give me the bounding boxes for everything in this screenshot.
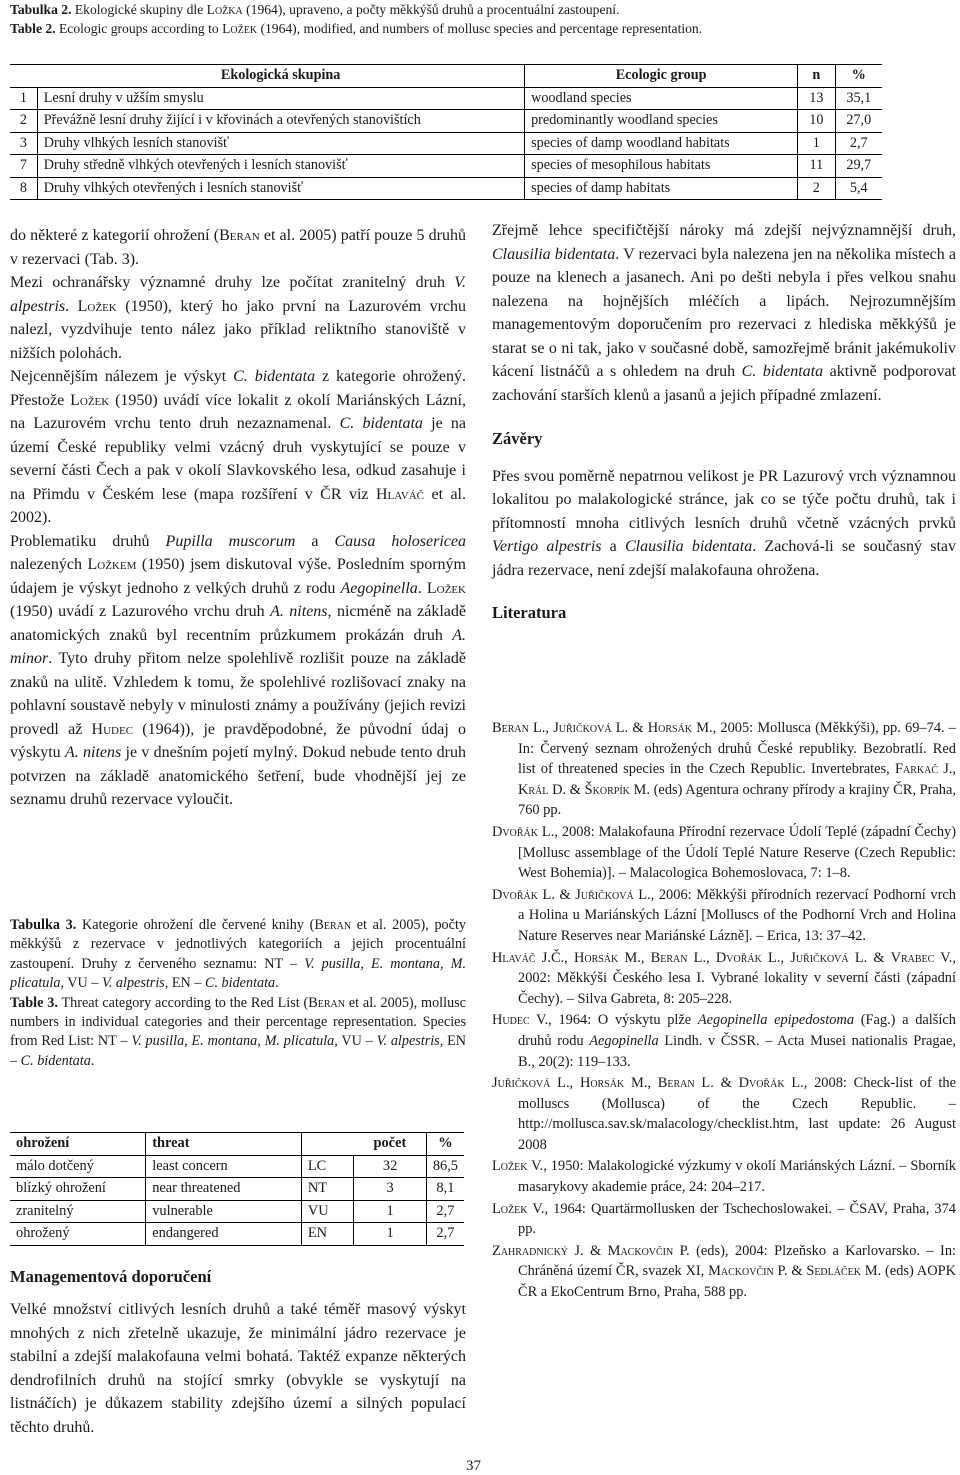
literature-list [492,718,956,1304]
table2-header-pct: % [835,65,882,88]
paragraph: do některé z kategorií ohrožení (Beran et al. 2005) patří pouze 5 druhů v rezervaci (Tab. 3). [10,227,466,268]
table2 [10,64,882,200]
table-row: 3 Druhy vlhkých lesních stanovišť species of damp woodland habitats 1 2,7 [10,132,882,155]
reference: Dvořák L., 2008: Malakofauna Přírodní rezervace Údolí Teplé (západní Čechy) [Mollusc assemblage of the Údolí Teplé Nature Reserve (Czech Republic: West Bohemia)]. – Malacologica Bohemoslovaca, 7: 1–8. [492,823,956,882]
table-row: ohrožený endangered EN 1 2,7 [10,1223,464,1246]
reference: Dvořák L. & Juřičková L., 2006: Měkkýši přírodních rezervací Podhorní vrch a Holina u Mariánských Lázní [Molluscs of the Podhorní Vrch and Holina Nature Reserves near Mariánské Lázně]. – Erica, 13: 37–42. [492,886,956,944]
table3-caption-cz: Tabulka 3. Kategorie ohrožení dle červené knihy (Beran et al. 2005), počty měkkýšů z rezervace v jednotlivých kategoriích a jejich procentuální zastoupení. Druhy z červeného seznamu: NT – V. pusilla, E. montana, M. plicatula, VU – V. alpestris, EN – C. bidentata. [10,917,466,992]
right-column [492,219,956,625]
table-row: 7 Druhy středně vlhkých otevřených i lesních stanovišť species of mesophilous habitats 11 29,7 [10,155,882,178]
reference: Zahradnický J. & Mackovčin P. (eds), 2004: Plzeňsko a Karlovarsko. – In: Chráněná území ČR, svazek XI, Mackovčin P. & Sedláček M. (eds) AOPK ČR a EkoCentrum Brno, Praha, 588 pp. [492,1242,957,1301]
table2-caption-cz: Tabulka 2. Ekologické skupiny dle Ložka (1964), upraveno, a počty měkkýšů druhů a procentuální zastoupení. [10,2,620,17]
table-row: zranitelný vulnerable VU 1 2,7 [10,1200,464,1223]
paragraph: Zřejmě lehce specifičtější nároky má zdejší nejvýznamnější druh, Clausilia bidentata. V rezervaci byla nalezena jen na několika místech a pouze na klenech a jasanech. Ani po dešti nebyla i přes velkou snahu nalezena na hojnějších mléčích a lipách. Nejrozumnějším managementovým doporučením pro rezervaci z hlediska měkkýšů je starat se o ni tak, jako v současné době, samozřejmě bránit jakémukoliv kácení listnáčů a s ohledem na druh C. bidentata aktivně podporovat zachování starších klenů a jasanů a jejich případné zmlazení. [492,222,957,404]
management-paragraph: Velké množství citlivých lesních druhů a také téměř masový výskyt mnohých z nich zřetelně ukazuje, že minimální jádro rezervace je stabilní a zdejší malakofauna velmi bohatá. Taktéž expanze některých dendrofilních druhů na stojící smrky (obvykle se vyskytují na listnáčích) je důkazem stability zdejšího území a silných populací těchto druhů. [10,1301,466,1436]
reference: Ložek V., 1950: Malakologické výzkumy v okolí Mariánských Lázní. – Sborník masarykovy akademie práce, 24: 204–217. [492,1158,956,1196]
table2-header-en: Ecologic group [525,65,798,88]
table2-caption-en: Table 2. Ecologic groups according to Ložek (1964), modified, and numbers of mollusc species and percentage representation. [10,21,703,36]
table-row: blízký ohrožení near threatened NT 3 8,1 [10,1178,464,1201]
reference: Juřičková L., Horsák M., Beran L. & Dvořák L., 2008: Check-list of the molluscs (Mollusca) of the Czech Republic. – http://mollusca.sav.sk/malacology/checklist.htm, last update: 26 August 2008 [492,1075,956,1153]
table3 [10,1132,464,1246]
table-row: 8 Druhy vlhkých otevřených i lesních stanovišť species of damp habitats 2 5,4 [10,177,882,200]
table2-caption [10,0,950,38]
table-row: 2 Převážně lesní druhy žijící i v křovinách a otevřených stanovištích predominantly woodland species 10 27,0 [10,110,882,133]
paragraph: Mezi ochranářsky významné druhy lze počítat zranitelný druh V. alpestris. Ložek (1950), který ho jako první na Lazurovém vrchu nalezl, vyzdvihuje tento nález jako příklad reliktního stanoviště v nižších polohách. [10,274,466,362]
paragraph: Přes svou poměrně nepatrnou velikost je PR Lazurový vrch významnou lokalitou po malakologické stránce, jak co se týče počtu druhů, tak i přítomností mnoha citlivých lesních druhů včetně vzácných prvků Vertigo alpestris a Clausilia bidentata. Zachová-li se současný stav jádra rezervace, není zdejší malakofauna ohrožena. [492,467,956,579]
paragraph: Nejcennějším nálezem je výskyt C. bidentata z kategorie ohrožený. Přestože Ložek (1950) uvádí více lokalit z okolí Mariánských Lázní, na Lazurovém vrchu tento druh nezaznamenal. C. bidentata je na území České republiky velmi vzácný druh vyskytující se pouze v severní části Čech a pak v okolí Slavkovského lesa, odkud zasahuje i na Přimdu v Českém lese (mapa rozšíření v ČR viz Hlaváč et al. 2002). [10,368,467,526]
table2-header-cz: Ekologická skupina [37,65,524,88]
table3-header-row: ohrožení threat počet % [10,1133,464,1156]
left-column [10,224,466,812]
paragraph: Problematiku druhů Pupilla muscorum a Causa holosericea nalezených Ložkem (1950) jsem diskutoval výše. Posledním sporným údajem je výskyt jednoho z velkých druhů z rodu Aegopinella. Ložek (1950) uvádí z Lazurového vrchu druh A. nitens, nicméně na základě anatomických znaků byl recentním průzkumem prokázán druh A. minor. Tyto druhy přitom nelze spolehlivě rozlišit pouze na základě znaků na ulitě. Vzhledem k tomu, že spolehlivé rozlišovací znaky na pohlavní soustavě nebyly v minulosti známy a používány (jejich revizi provedl až Hudec (1964)), je pravděpodobné, že původní údaj o výskytu A. nitens je v dnešním pojetí mylný. Dokud nebude tento druh potvrzen na základě anatomického šetření, bude vhodnější jej ze seznamu druhů rezervace vyloučit. [10,532,467,808]
page-number: 37 [466,1458,481,1474]
table-row: 1 Lesní druhy v užším smyslu woodland species 13 35,1 [10,87,882,110]
reference: Ložek V., 1964: Quartärmollusken der Tschechoslowakei. – ČSAV, Praha, 374 pp. [492,1200,956,1238]
reference: Hlaváč J.Č., Horsák M., Beran L., Dvořák L., Juřičková L. & Vrabec V., 2002: Měkkýši Českého lesa I. Vybrané lokality v severní části (západní Čechy). – Silva Gabreta, 8: 205–228. [492,949,956,1007]
section-heading-literature: Literatura [492,603,567,622]
reference: Hudec V., 1964: O výskytu plže Aegopinella epipedostoma (Fag.) a dalších druhů rodu Aegopinella Lindh. v ČSSR. – Acta Musei nationalis Pragae, B., 20(2): 119–133. [492,1012,956,1070]
table2-header-n: n [798,65,835,88]
table2-header-row [10,65,882,88]
section-heading-management: Managementová doporučení [10,1267,212,1286]
section-heading-conclusions: Závěry [492,429,543,448]
table3-caption-en: Table 3. Threat category according to the Red List (Beran et al. 2005), mollusc numbers in individual categories and their percentage representation. Species from Red List: NT – V. pusilla, E. montana, M. plicatula, VU – V. alpestris, EN – C. bidentata. [10,994,466,1069]
table-row: málo dotčený least concern LC 32 86,5 [10,1155,464,1178]
reference: Beran L., Juřičková L. & Horsák M., 2005: Mollusca (Měkkýši), pp. 69–74. – In: Červený seznam ohrožených druhů České republiky. Bezobratlí. Red list of threatened species in the Czech Republic. Invertebrates, Farkač J., Král D. & Škorpík M. (eds) Agentura ochrany přírody a krajiny ČR, Praha, 760 pp. [492,720,957,819]
table3-caption [10,916,466,1071]
